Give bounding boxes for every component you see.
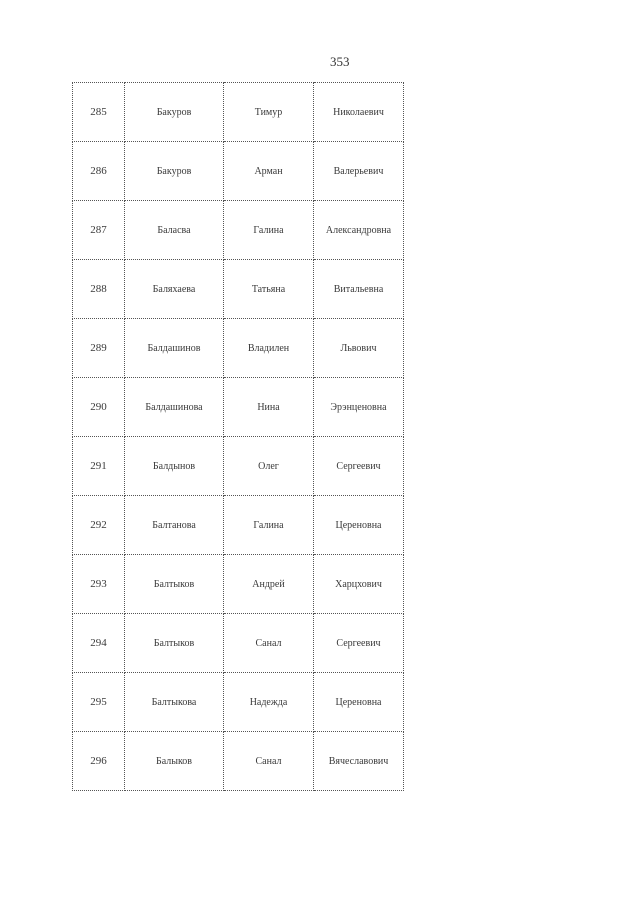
patronymic-cell: Сергеевич xyxy=(314,437,404,496)
table-row xyxy=(73,437,404,496)
patronymic-cell: Цереновна xyxy=(314,496,404,555)
table-row xyxy=(73,142,404,201)
patronymic-cell: Валерьевич xyxy=(314,142,404,201)
row-number: 294 xyxy=(73,614,125,673)
table-row xyxy=(73,319,404,378)
row-number: 293 xyxy=(73,555,125,614)
patronymic-cell: Александровна xyxy=(314,201,404,260)
patronymic-cell: Харцхович xyxy=(314,555,404,614)
table-row xyxy=(73,260,404,319)
patronymic-cell: Цереновна xyxy=(314,673,404,732)
row-number: 286 xyxy=(73,142,125,201)
surname-cell: Балдынов xyxy=(125,437,224,496)
surname-cell: Бакуров xyxy=(125,83,224,142)
surname-cell: Балдашинова xyxy=(125,378,224,437)
table-row xyxy=(73,732,404,791)
page-number: 353 xyxy=(330,54,350,69)
name-cell: Санал xyxy=(224,732,314,791)
surname-cell: Балтыкова xyxy=(125,673,224,732)
surname-cell: Балтыков xyxy=(125,614,224,673)
name-cell: Галина xyxy=(224,496,314,555)
name-cell: Тимур xyxy=(224,83,314,142)
row-number: 291 xyxy=(73,437,125,496)
table-row xyxy=(73,378,404,437)
surname-cell: Балтыков xyxy=(125,555,224,614)
roster-table xyxy=(72,82,404,791)
patronymic-cell: Николаевич xyxy=(314,83,404,142)
patronymic-cell: Вячеславович xyxy=(314,732,404,791)
name-cell: Владилен xyxy=(224,319,314,378)
table-row xyxy=(73,614,404,673)
row-number: 285 xyxy=(73,83,125,142)
name-cell: Арман xyxy=(224,142,314,201)
name-cell: Нина xyxy=(224,378,314,437)
table-row xyxy=(73,83,404,142)
name-cell: Андрей xyxy=(224,555,314,614)
table-row xyxy=(73,201,404,260)
row-number: 289 xyxy=(73,319,125,378)
row-number: 296 xyxy=(73,732,125,791)
row-number: 288 xyxy=(73,260,125,319)
row-number: 292 xyxy=(73,496,125,555)
surname-cell: Балтанова xyxy=(125,496,224,555)
surname-cell: Бакуров xyxy=(125,142,224,201)
name-cell: Олег xyxy=(224,437,314,496)
name-cell: Татьяна xyxy=(224,260,314,319)
row-number: 295 xyxy=(73,673,125,732)
table-row xyxy=(73,555,404,614)
row-number: 290 xyxy=(73,378,125,437)
patronymic-cell: Сергеевич xyxy=(314,614,404,673)
surname-cell: Баласва xyxy=(125,201,224,260)
patronymic-cell: Эрэнценовна xyxy=(314,378,404,437)
surname-cell: Балыков xyxy=(125,732,224,791)
patronymic-cell: Витальевна xyxy=(314,260,404,319)
table-row xyxy=(73,496,404,555)
surname-cell: Балдашинов xyxy=(125,319,224,378)
name-cell: Галина xyxy=(224,201,314,260)
row-number: 287 xyxy=(73,201,125,260)
table-row xyxy=(73,673,404,732)
name-cell: Надежда xyxy=(224,673,314,732)
surname-cell: Баляхаева xyxy=(125,260,224,319)
patronymic-cell: Львович xyxy=(314,319,404,378)
name-cell: Санал xyxy=(224,614,314,673)
